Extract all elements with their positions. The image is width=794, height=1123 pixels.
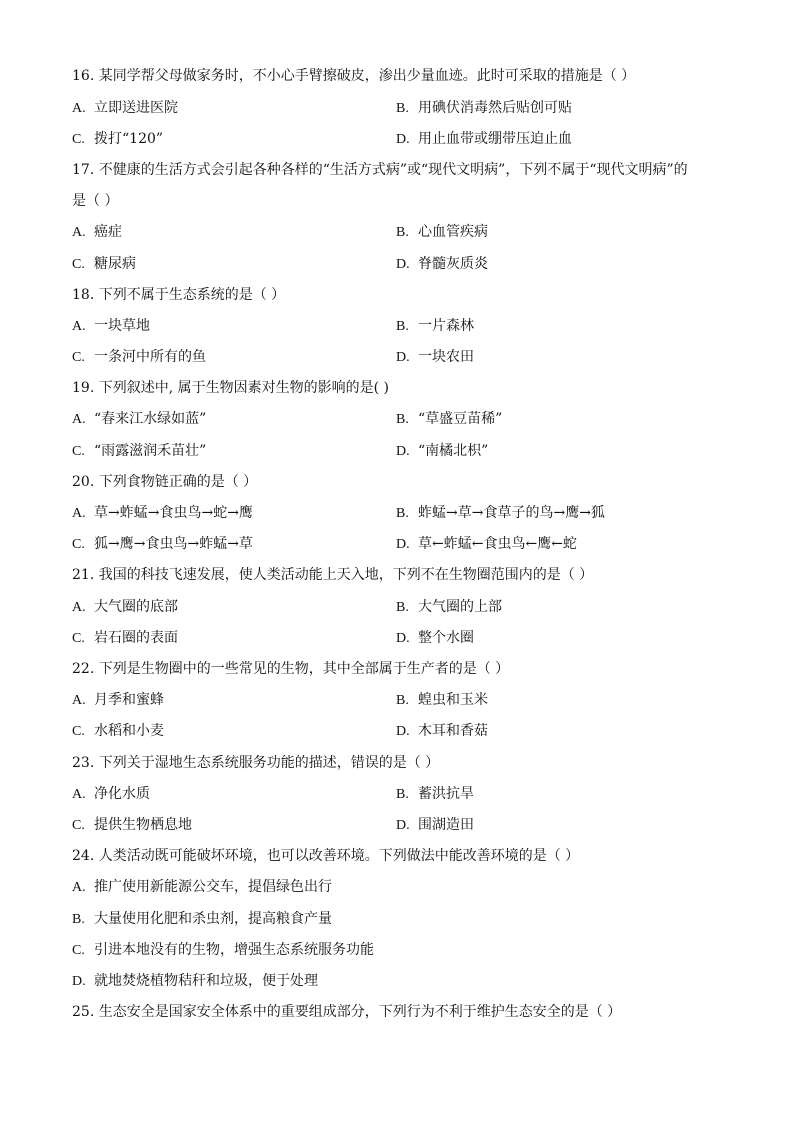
question-17-option-c[interactable] bbox=[72, 254, 136, 275]
option-text: 引进本地没有的生物，增强生态系统服务功能 bbox=[94, 942, 374, 958]
option-text: 心血管疾病 bbox=[418, 224, 488, 240]
option-key: A. bbox=[72, 412, 86, 427]
question-17-stem: 17. 不健康的生活方式会引起各种各样的“生活方式病”或“现代文明病”，下列不属于“现代文明病”的 bbox=[72, 162, 688, 178]
question-21-option-b[interactable] bbox=[396, 597, 502, 618]
question-16-option-d[interactable] bbox=[396, 129, 572, 150]
question-16-option-b[interactable] bbox=[396, 98, 572, 119]
question-19-option-b[interactable] bbox=[396, 409, 502, 430]
option-key: B. bbox=[396, 412, 409, 427]
question-20-option-b[interactable] bbox=[396, 503, 605, 524]
question-18-option-b[interactable] bbox=[396, 316, 474, 337]
question-24-stem: 24. 人类活动既可能破坏环境，也可以改善环境。下列做法中能改善环境的是（ ） bbox=[72, 848, 580, 864]
option-key: A. bbox=[72, 880, 86, 895]
option-key: B. bbox=[72, 912, 85, 927]
question-23-option-b[interactable] bbox=[396, 784, 474, 805]
question-19-stem: 19. 下列叙述中, 属于生物因素对生物的影响的是( ) bbox=[72, 380, 389, 396]
option-text: 就地焚烧植物秸秆和垃圾，便于处理 bbox=[94, 973, 318, 989]
question-23-option-a[interactable] bbox=[72, 784, 150, 805]
question-22-option-a[interactable] bbox=[72, 690, 164, 711]
option-text: “雨露滋润禾苗壮” bbox=[94, 443, 207, 459]
option-key: C. bbox=[72, 537, 85, 552]
question-18-stem: 18. 下列不属于生态系统的是（ ） bbox=[72, 287, 286, 303]
option-key: C. bbox=[72, 943, 85, 958]
option-text: 大气圈的底部 bbox=[94, 599, 178, 615]
option-text: “南橘北枳” bbox=[418, 443, 489, 459]
option-key: C. bbox=[72, 444, 85, 459]
option-text: 一片森林 bbox=[418, 318, 474, 334]
option-key: D. bbox=[396, 132, 410, 147]
question-23-option-d[interactable] bbox=[396, 815, 474, 836]
option-text: 蝗虫和玉米 bbox=[418, 692, 488, 708]
question-22-option-c[interactable] bbox=[72, 721, 164, 742]
option-key: B. bbox=[396, 319, 409, 334]
option-text: 净化水质 bbox=[94, 786, 150, 802]
question-18-option-c[interactable] bbox=[72, 347, 206, 368]
option-text: 水稻和小麦 bbox=[94, 723, 164, 739]
option-key: B. bbox=[396, 600, 409, 615]
option-text: 整个水圈 bbox=[418, 630, 474, 646]
question-19-option-d[interactable] bbox=[396, 441, 488, 462]
option-key: D. bbox=[72, 974, 86, 989]
option-text: 推广使用新能源公交车，提倡绿色出行 bbox=[94, 879, 332, 895]
question-20-option-a[interactable] bbox=[72, 503, 253, 524]
question-21-option-d[interactable] bbox=[396, 628, 474, 649]
question-20-option-d[interactable] bbox=[396, 534, 577, 555]
option-key: D. bbox=[396, 444, 410, 459]
option-text: 木耳和香菇 bbox=[418, 723, 488, 739]
option-text: 蚱蜢→草→食草子的鸟→鹰→狐 bbox=[418, 505, 605, 521]
question-18-option-d[interactable] bbox=[396, 347, 474, 368]
question-19-option-a[interactable] bbox=[72, 409, 206, 430]
option-key: C. bbox=[72, 257, 85, 272]
option-key: C. bbox=[72, 724, 85, 739]
option-text: “草盛豆苗稀” bbox=[418, 411, 503, 427]
option-key: B. bbox=[396, 693, 409, 708]
option-key: A. bbox=[72, 787, 86, 802]
option-text: 岩石圈的表面 bbox=[94, 630, 178, 646]
question-20-option-c[interactable] bbox=[72, 534, 253, 555]
option-key: C. bbox=[72, 350, 85, 365]
question-24-option-d[interactable] bbox=[72, 971, 318, 992]
option-text: 用碘伏消毒然后贴创可贴 bbox=[418, 100, 572, 116]
question-17-option-d[interactable] bbox=[396, 254, 488, 275]
option-text: 一块草地 bbox=[94, 318, 150, 334]
question-23-option-c[interactable] bbox=[72, 815, 192, 836]
option-text: “春来江水绿如蓝” bbox=[94, 411, 207, 427]
option-text: 提供生物栖息地 bbox=[94, 817, 192, 833]
question-23-stem: 23. 下列关于湿地生态系统服务功能的描述，错误的是（ ） bbox=[72, 755, 440, 771]
option-key: A. bbox=[72, 319, 86, 334]
option-text: 糖尿病 bbox=[94, 256, 136, 272]
question-24-option-b[interactable] bbox=[72, 909, 332, 930]
question-19-option-c[interactable] bbox=[72, 441, 206, 462]
question-25-stem: 25. 生态安全是国家安全体系中的重要组成部分，下列行为不利于维护生态安全的是（ ） bbox=[72, 1004, 622, 1020]
option-key: B. bbox=[396, 506, 409, 521]
option-text: 月季和蜜蜂 bbox=[94, 692, 164, 708]
question-24-option-a[interactable] bbox=[72, 877, 332, 898]
option-key: D. bbox=[396, 724, 410, 739]
option-key: A. bbox=[72, 101, 86, 116]
option-key: B. bbox=[396, 787, 409, 802]
option-key: B. bbox=[396, 101, 409, 116]
option-key: D. bbox=[396, 631, 410, 646]
question-21-stem: 21. 我国的科技飞速发展，使人类活动能上天入地，下列不在生物圈范围内的是（ ） bbox=[72, 567, 594, 583]
option-text: 用止血带或绷带压迫止血 bbox=[418, 131, 572, 147]
question-16-option-c[interactable] bbox=[72, 129, 163, 150]
option-text: 草←蚱蜢←食虫鸟←鹰←蛇 bbox=[418, 536, 577, 552]
option-key: A. bbox=[72, 225, 86, 240]
option-text: 大气圈的上部 bbox=[418, 599, 502, 615]
question-22-option-b[interactable] bbox=[396, 690, 488, 711]
option-text: 一块农田 bbox=[418, 349, 474, 365]
option-key: D. bbox=[396, 257, 410, 272]
question-17-option-a[interactable] bbox=[72, 222, 122, 243]
question-17-option-b[interactable] bbox=[396, 222, 488, 243]
option-key: C. bbox=[72, 818, 85, 833]
question-24-option-c[interactable] bbox=[72, 940, 374, 961]
option-key: D. bbox=[396, 818, 410, 833]
option-key: A. bbox=[72, 693, 86, 708]
question-16-stem: 16. 某同学帮父母做家务时，不小心手臂擦破皮，渗出少量血迹。此时可采取的措施是（ ） bbox=[72, 68, 636, 84]
option-text: 草→蚱蜢→食虫鸟→蛇→鹰 bbox=[94, 505, 253, 521]
option-key: D. bbox=[396, 350, 410, 365]
question-20-stem: 20. 下列食物链正确的是（ ） bbox=[72, 474, 258, 490]
option-key: A. bbox=[72, 600, 86, 615]
question-18-option-a[interactable] bbox=[72, 316, 150, 337]
option-text: 一条河中所有的鱼 bbox=[94, 349, 206, 365]
question-17-stem-continued: 是（ ） bbox=[72, 193, 119, 209]
option-key: B. bbox=[396, 225, 409, 240]
option-text: 立即送进医院 bbox=[94, 100, 178, 116]
option-key: C. bbox=[72, 631, 85, 646]
option-text: 围湖造田 bbox=[418, 817, 474, 833]
option-text: 拨打“120” bbox=[94, 131, 164, 147]
option-key: C. bbox=[72, 132, 85, 147]
question-22-stem: 22. 下列是生物圈中的一些常见的生物，其中全部属于生产者的是（ ） bbox=[72, 661, 510, 677]
option-text: 脊髓灰质炎 bbox=[418, 256, 488, 272]
question-21-option-a[interactable] bbox=[72, 597, 178, 618]
option-key: A. bbox=[72, 506, 86, 521]
option-text: 大量使用化肥和杀虫剂，提高粮食产量 bbox=[94, 911, 332, 927]
question-22-option-d[interactable] bbox=[396, 721, 488, 742]
option-text: 癌症 bbox=[94, 224, 122, 240]
question-16-option-a[interactable] bbox=[72, 98, 178, 119]
question-21-option-c[interactable] bbox=[72, 628, 178, 649]
option-text: 蓄洪抗旱 bbox=[418, 786, 474, 802]
option-text: 狐→鹰→食虫鸟→蚱蜢→草 bbox=[94, 536, 253, 552]
option-key: D. bbox=[396, 537, 410, 552]
